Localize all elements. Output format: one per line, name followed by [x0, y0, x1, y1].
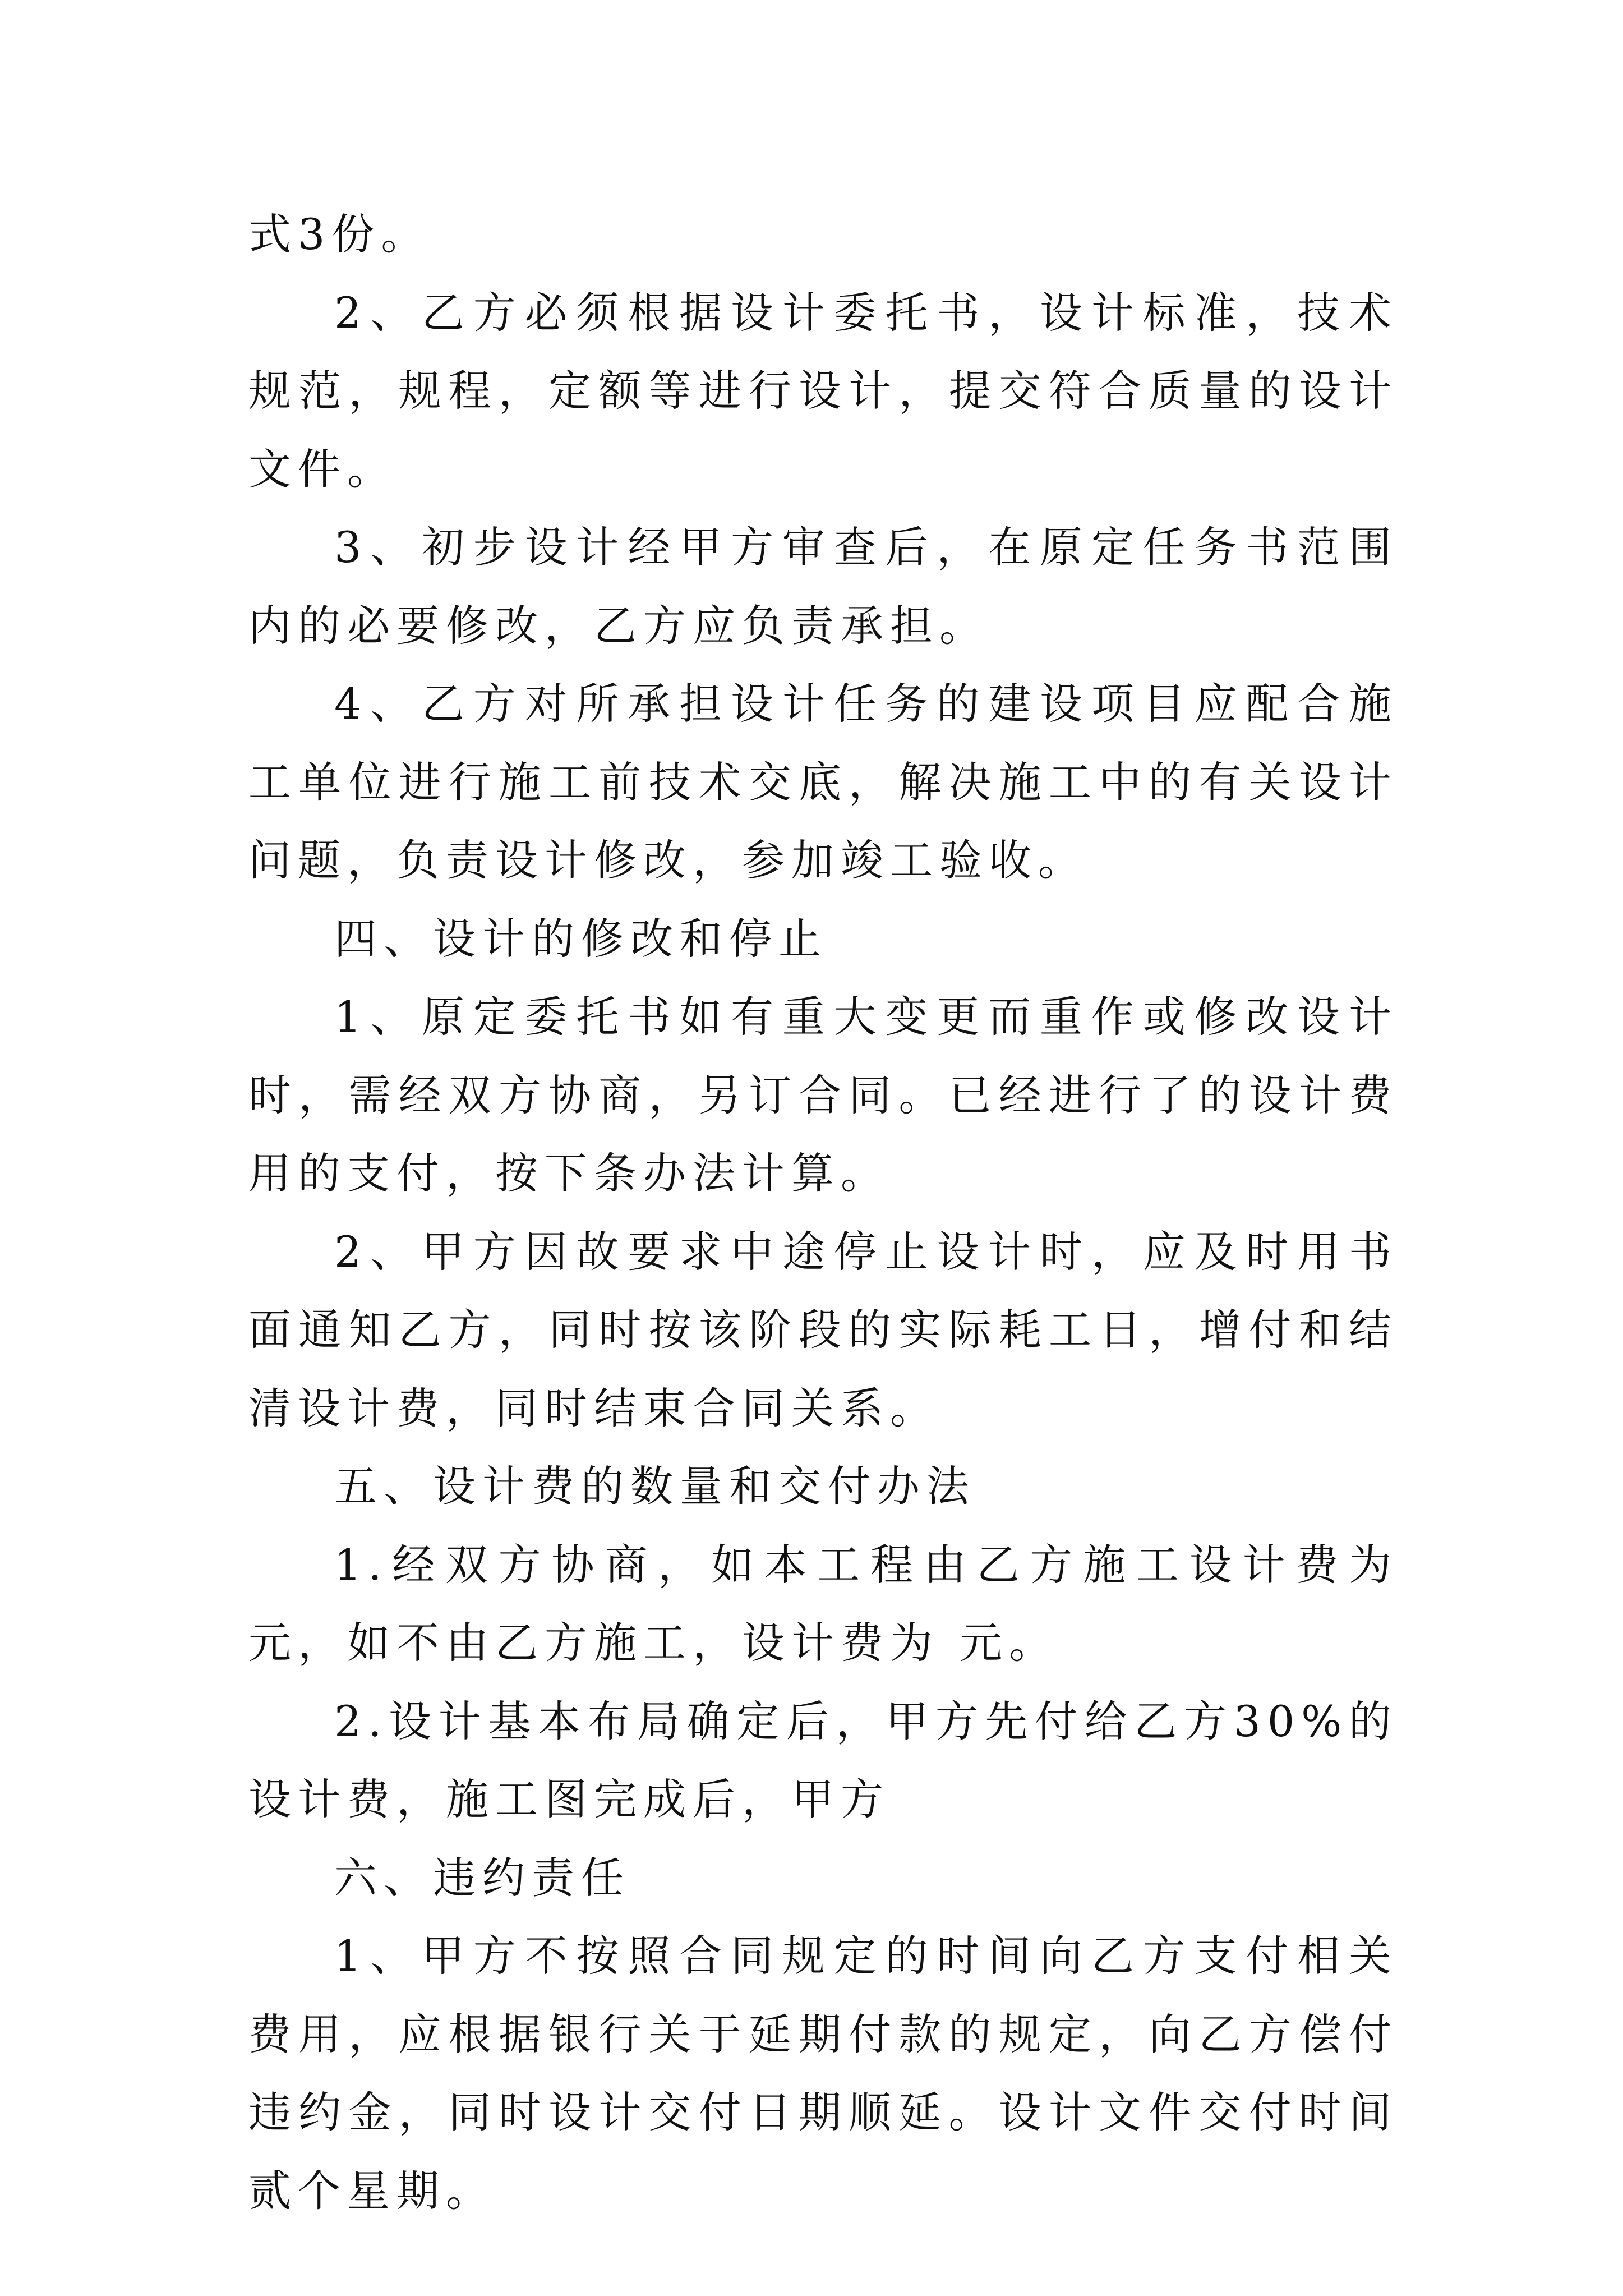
document-body: [248, 195, 1398, 2230]
paragraph-7: 1.经双方协商，如本工程由乙方施工设计费为 元，如不由乙方施工，设计费为 元。: [248, 1539, 1398, 1668]
section-heading-5: 五、设计费的数量和交付办法: [334, 1461, 976, 1511]
paragraph-5: 1、原定委托书如有重大变更而重作或修改设计时，需经双方协商，另订合同。已经进行了的设计费用的支付，按下条办法计算。: [248, 992, 1398, 1198]
section-heading-6: 六、违约责任: [334, 1852, 630, 1903]
paragraph-4: 4、乙方对所承担设计任务的建设项目应配合施工单位进行施工前技术交底，解决施工中的有关设计问题，负责设计修改，参加竣工验收。: [248, 679, 1398, 885]
paragraph-6: 2、甲方因故要求中途停止设计时，应及时用书面通知乙方，同时按该阶段的实际耗工日，增付和结清设计费，同时结束合同关系。: [248, 1226, 1398, 1433]
section-heading-4: 四、设计的修改和停止: [334, 913, 828, 964]
paragraph-8: 2.设计基本布局确定后，甲方先付给乙方30%的设计费，施工图完成后，甲方: [248, 1696, 1398, 1824]
paragraph-2: 2、乙方必须根据设计委托书，设计标准，技术规范，规程，定额等进行设计，提交符合质量的设计文件。: [248, 287, 1398, 494]
paragraph-3: 3、初步设计经甲方审查后，在原定任务书范围内的必要修改，乙方应负责承担。: [248, 522, 1398, 651]
paragraph-1: 式3份。: [248, 209, 431, 259]
paragraph-9: 1、甲方不按照合同规定的时间向乙方支付相关费用，应根据银行关于延期付款的规定，向乙方偿付违约金，同时设计交付日期顺延。设计文件交付时间贰个星期。: [248, 1931, 1398, 2216]
